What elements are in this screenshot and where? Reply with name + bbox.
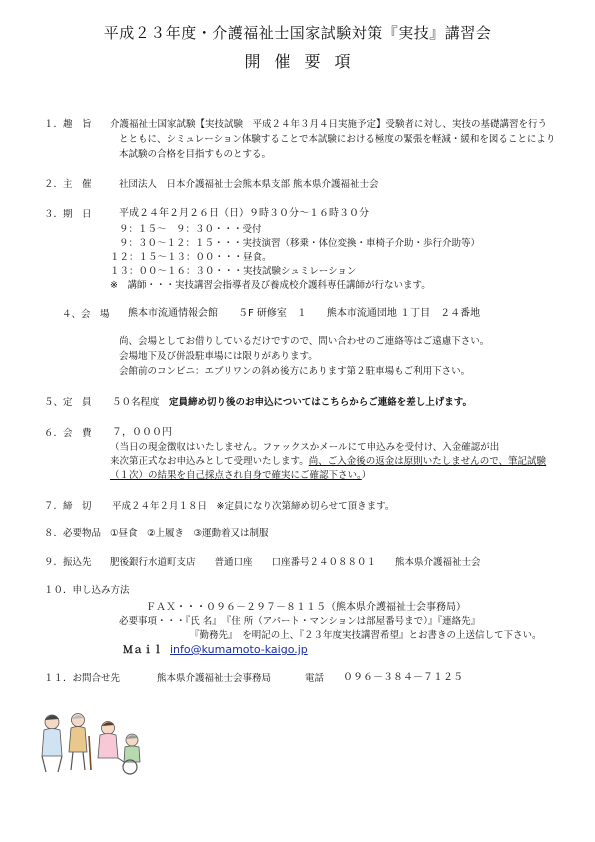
fee-note-line-1: （当日の現金徴収はいたしません。ファックスかメールにて申込みを受付け、入金確認が出 [110, 442, 500, 453]
fee-note-line-2 [110, 455, 546, 468]
section-11-label: １１．お問合せ先 [44, 673, 121, 684]
fee-note-line-2b: 尚、ご入金後の返金は原則いたしませんので、筆記試験 [308, 456, 547, 467]
section-3-label: ３．期 日 [44, 209, 92, 220]
section-9-label: ９．振込先 [44, 557, 92, 568]
required-items-text: ①昼食 ②上履き ③運動着又は制服 [110, 528, 269, 539]
instructor-note: ※ 講師・・・実技講習会指導者及び養成校介護科専任講師が行ないます。 [110, 280, 431, 291]
venue-note-3: 会館前のコンビニ：エブリワンの斜め後方にあります第２駐車場もご利用下さい。 [119, 366, 471, 377]
fee-text: ７，０００円 [112, 427, 172, 438]
section-1-label: １．趣 旨 [44, 119, 92, 130]
fee-note-line-3b: ） [361, 470, 372, 481]
contact-org: 熊本県介護福祉士会事務局 [157, 673, 272, 684]
section-1-line-1: 介護福祉士国家試験【実技試験 平成２４年３月４日実施予定】受験者に対し、実技の基礎講習を行う [110, 119, 548, 130]
required-info-line-2: 『勤務先』 を明記の上、『２３年度実技講習希望』とお書きの上送信して下さい。 [190, 630, 542, 641]
capacity-note: 定員締め切り後のお申込についてはこちらからご連絡を差し上げます。 [169, 397, 473, 408]
tel-number: ０９６－３８４－７１２５ [343, 672, 463, 683]
deadline-text: 平成２４年２月１８日 ※定員になり次第締め切らせて頂きます。 [112, 501, 395, 512]
caregivers-illustration-icon [38, 706, 148, 776]
venue-note-1: 尚、会場としてお借りしているだけですので、問い合わせのご連絡等はご遠慮下さい。 [119, 336, 490, 347]
fee-note-line-3 [110, 469, 371, 482]
page-title: 平成２３年度・介護福祉士国家試験対策『実技』講習会 [103, 24, 492, 42]
section-1-line-3: 本試験の合格を目指すものとする。 [119, 149, 272, 160]
section-8-label: ８．必要物品 [44, 528, 102, 539]
schedule-item: １３：００～１６：３０・・・実技試験シュミレーション [110, 266, 357, 277]
page-subtitle: 開催要項 [244, 52, 365, 71]
email-link[interactable]: info@kumamoto-kaigo.jp [170, 643, 308, 656]
schedule-item: １２：１５～１３：００・・・昼食。 [110, 252, 272, 263]
event-date: 平成２４年２月２６日（日）９時３０分～１６時３０分 [119, 208, 369, 219]
section-7-label: ７．締 切 [44, 501, 92, 512]
required-info-line-1: 必要事項・・・『氏 名』 『住 所（アパート・マンションは部屋番号まで）』『連絡先』 [119, 616, 481, 627]
section-10-label: １０．申し込み方法 [44, 585, 130, 596]
venue-note-2: 会場地下及び併設駐車場には限りがあります。 [119, 351, 318, 362]
section-5-label: ５、定 員 [44, 397, 92, 408]
section-2-label: ２．主 催 [44, 179, 92, 190]
fee-note-line-3a: （１次）の結果を自己採点され自身で確実にご確認下さい。 [110, 470, 362, 481]
fee-note-line-2a: 来次第正式なお申込みとして受理いたします。 [110, 456, 309, 467]
schedule-item: ９：３０～１２：１５・・・実技演習（移乗・体位変換・車椅子介助・歩行介助等） [119, 238, 481, 249]
fax-text: ＦＡＸ・・・０９６－２９７－８１１５（熊本県介護福祉士会事務局） [146, 602, 466, 613]
section-6-label: ６．会 費 [44, 428, 92, 439]
schedule-item: ９：１５～ ９：３０・・・受付 [119, 224, 262, 235]
bank-transfer-text: 肥後銀行水道町支店 普通口座 口座番号２４０８８０１ 熊本県介護福祉士会 [110, 557, 481, 568]
venue-text: 熊本市流通情報会館 ５F 研修室 １ 熊本市流通団地 １丁目 ２４番地 [128, 308, 481, 319]
mail-label: Ｍａｉｌ [123, 645, 163, 656]
capacity-text: ５０名程度 [112, 397, 160, 408]
organizer-text: 社団法人 日本介護福祉士会熊本県支部 熊本県介護福祉士会 [119, 179, 379, 190]
section-4-label: ４、会 場 [62, 309, 110, 320]
section-1-line-2: とともに、シミュレーション体験することで本試験における極度の緊張を軽減・緩和を図ることにより [119, 134, 556, 145]
tel-label: 電話 [305, 673, 325, 684]
